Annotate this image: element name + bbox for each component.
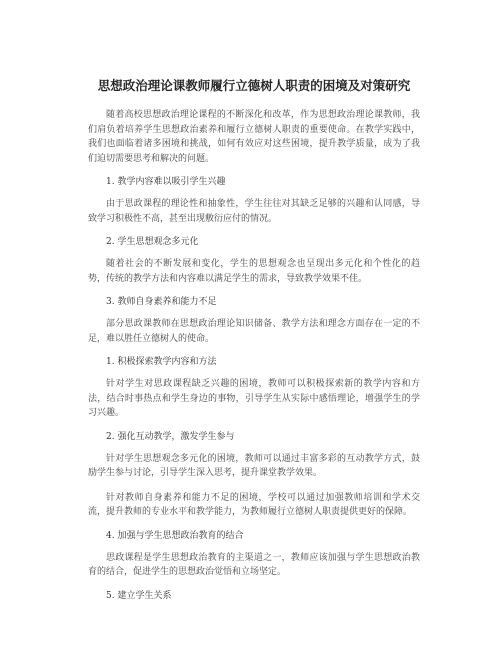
paragraph: 随着社会的不断发展和变化，学生的思想观念也呈现出多元化和个性化的趋势，传统的教学方法和内容难以满足学生的需求，导致教学效果不佳。: [88, 259, 420, 284]
section-heading: 1. 积极探索教学内容和方法: [106, 357, 217, 367]
intro-paragraph: 随着高校思想政治理论课程的不断深化和改革，作为思想政治理论课教师，我们肩负着培养学生思想政治素养和履行立德树人职责的重要使命。在教学实践中，我们也面临着诸多困境和挑战，如何有效应对这些困境，提升教学质量，成为了我们迫切需要思考和解决的问题。: [88, 110, 420, 164]
paragraph: 针对学生对思政课程缺乏兴趣的困境，教师可以积极探索新的教学内容和方法，结合时事热点和学生身边的事物，引导学生从实际中感悟理论，增强学生的学习兴趣。: [88, 379, 420, 418]
paragraph: 部分思政课教师在思想政治理论知识储备、教学方法和理念方面存在一定的不足，难以胜任立德树人的使命。: [88, 319, 420, 344]
section-heading: 1. 教学内容难以吸引学生兴趣: [106, 177, 226, 187]
section-heading: 2. 强化互动教学，激发学生参与: [106, 431, 235, 442]
section-heading: 2. 学生思想观念多元化: [106, 237, 199, 247]
paragraph: 针对学生思想观念多元化的困境，教师可以通过丰富多彩的互动教学方式，鼓励学生参与讨论，引导学生深入思考，提升课堂教学效果。: [88, 453, 420, 478]
paragraph: 由于思政课程的理论性和抽象性，学生往往对其缺乏足够的兴趣和认同感，导致学习积极性不高，甚至出现敷衍应付的情况。: [88, 199, 420, 224]
section-heading: 5. 建立学生关系: [106, 590, 172, 601]
section-heading: 3. 教师自身素养和能力不足: [106, 297, 217, 307]
document-title: 思想政治理论课教师履行立德树人职责的困境及对策研究: [97, 78, 411, 93]
paragraph: 针对教师自身素养和能力不足的困境，学校可以通过加强教师培训和学术交流，提升教师的专业水平和教学能力，为教师履行立德树人职责提供更好的保障。: [88, 492, 420, 517]
section-heading: 4. 加强与学生思想政治教育的结合: [106, 530, 244, 541]
paragraph: 思政课程是学生思想政治教育的主渠道之一，教师应该加强与学生思想政治教育的结合，促进学生的思想政治觉悟和立场坚定。: [88, 552, 420, 577]
